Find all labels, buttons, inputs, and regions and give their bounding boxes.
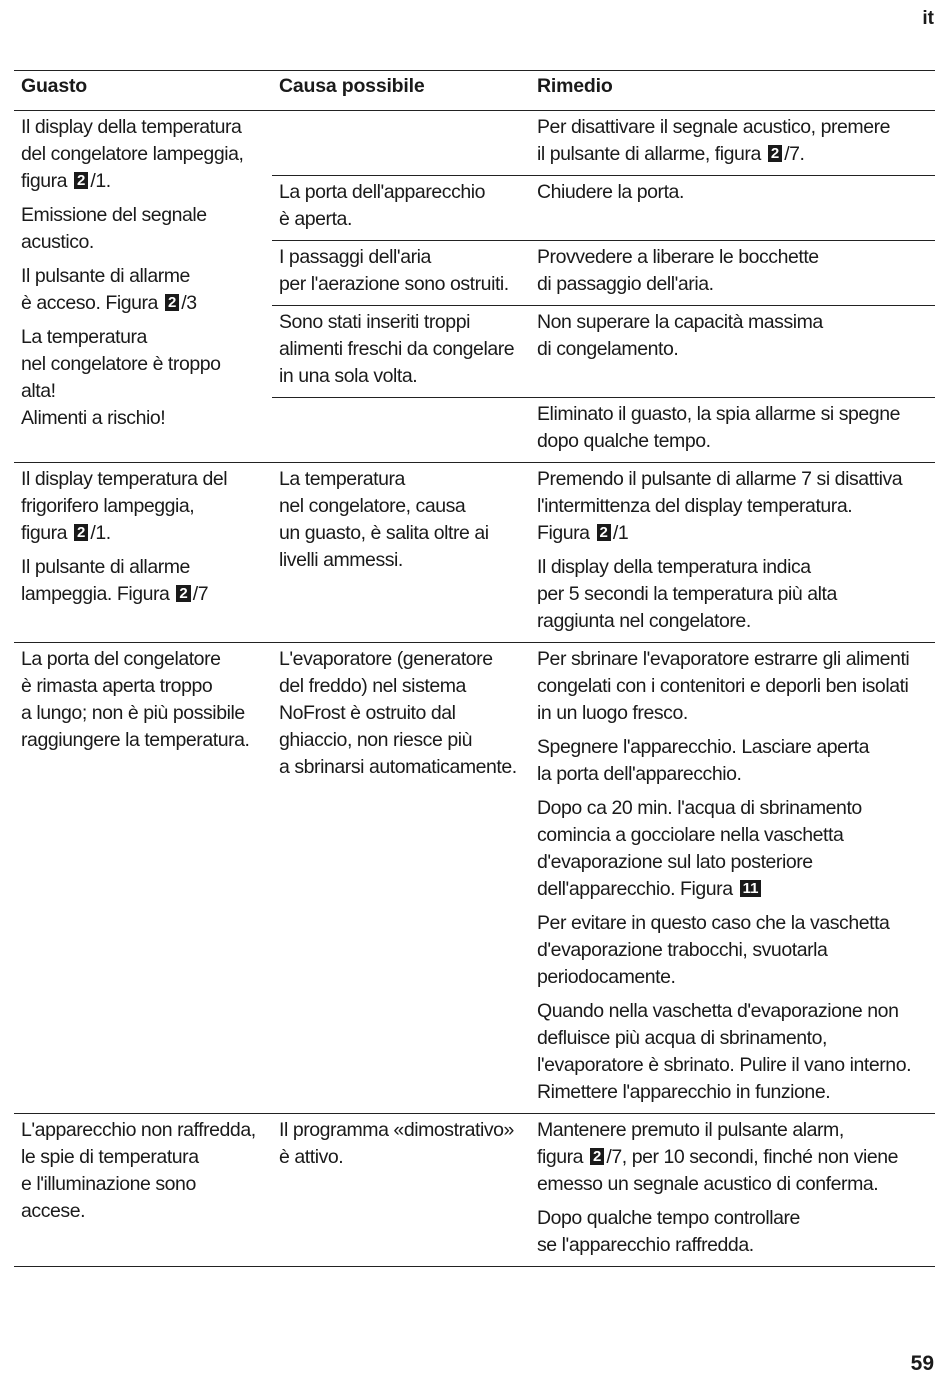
table-row [272, 176, 935, 241]
language-code: it [922, 8, 934, 29]
figure-number-badge: 2 [590, 1148, 604, 1165]
figure-number-badge: 2 [597, 524, 611, 541]
cell-paragraph: Eliminato il guasto, la spia allarme si spegne dopo qualche tempo. [537, 403, 900, 452]
cell-paragraph: Dopo ca 20 min. l'acqua di sbrinamento comincia a gocciolare nella vaschetta d'evaporazione sul lato posteriore dell'apparecchio. Figura 11 [537, 797, 862, 900]
table-row-group [14, 463, 935, 643]
table-row-group [14, 111, 935, 463]
cell-paragraph: Quando nella vaschetta d'evaporazione non defluisce più acqua di sbrinamento, l'evaporatore è sbrinato. Pulire il vano interno. Rimettere l'apparecchio in funzione. [537, 1000, 912, 1103]
cell-paragraph: Emissione del segnale acustico. [21, 204, 207, 253]
cause-cell [272, 643, 530, 1113]
column-header-remedy: Rimedio [537, 75, 613, 97]
cell-paragraph: I passaggi dell'aria per l'aerazione sono ostruiti. [279, 246, 509, 295]
figure-number-badge: 2 [768, 145, 782, 162]
remedy-cell [530, 643, 935, 1113]
table-row-group [14, 643, 935, 1114]
cell-paragraph: Sono stati inseriti troppi alimenti freschi da congelare in una sola volta. [279, 311, 515, 387]
cell-paragraph: Non superare la capacità massima di congelamento. [537, 311, 823, 360]
cell-paragraph: Il display della temperatura del congelatore lampeggia, figura 2 /1. [21, 116, 244, 192]
cause-cell [272, 111, 530, 175]
cause-cell [272, 398, 530, 462]
figure-number-badge: 2 [74, 524, 88, 541]
remedy-cell [530, 463, 935, 642]
cell-paragraph: Il pulsante di allarme è acceso. Figura 2 /3 [21, 265, 197, 314]
cause-cell [272, 306, 530, 397]
cell-paragraph: Il programma «dimostrativo» è attivo. [279, 1119, 514, 1168]
remedy-cell [530, 111, 935, 175]
cause-cell [272, 241, 530, 305]
remedy-cell [530, 306, 935, 397]
cause-cell [272, 463, 530, 642]
table-header [14, 71, 935, 111]
remedy-cell [530, 1114, 935, 1266]
cell-paragraph: Spegnere l'apparecchio. Lasciare aperta la porta dell'apparecchio. [537, 736, 869, 785]
cell-paragraph: Chiudere la porta. [537, 181, 684, 203]
figure-number-badge: 2 [165, 294, 179, 311]
remedy-cell [530, 398, 935, 462]
fault-cell [14, 111, 272, 462]
cell-paragraph: Dopo qualche tempo controllare se l'apparecchio raffredda. [537, 1207, 800, 1256]
cell-paragraph: Mantenere premuto il pulsante alarm, figura 2 /7, per 10 secondi, finché non viene emesso un segnale acustico di conferma. [537, 1119, 899, 1195]
figure-number-badge: 2 [176, 585, 190, 602]
cell-paragraph: Per evitare in questo caso che la vaschetta d'evaporazione trabocchi, svuotarla periodocamente. [537, 912, 890, 988]
fault-cell [14, 643, 272, 1113]
table-row-group [14, 1114, 935, 1267]
table-row [272, 306, 935, 398]
column-header-fault: Guasto [21, 75, 87, 97]
remedy-cell [530, 241, 935, 305]
cell-paragraph: Per disattivare il segnale acustico, premere il pulsante di allarme, figura 2 /7. [537, 116, 891, 165]
cell-paragraph: La temperatura nel congelatore è troppo alta! Alimenti a rischio! [21, 326, 221, 429]
cell-paragraph: Il display della temperatura indica per 5 secondi la temperatura più alta raggiunta nel congelatore. [537, 556, 837, 632]
figure-number-badge: 2 [74, 172, 88, 189]
table-row [272, 111, 935, 176]
cell-paragraph: La porta del congelatore è rimasta aperta troppo a lungo; non è più possibile raggiungere la temperatura. [21, 648, 250, 751]
cause-cell [272, 1114, 530, 1266]
cell-paragraph: Premendo il pulsante di allarme 7 si disattiva l'intermittenza del display temperatura. Figura 2 /1 [537, 468, 903, 544]
cell-paragraph: Il pulsante di allarme lampeggia. Figura 2 /7 [21, 556, 209, 605]
cell-paragraph: L'evaporatore (generatore del freddo) nel sistema NoFrost è ostruito dal ghiaccio, non riesce più a sbrinarsi automaticamente. [279, 648, 517, 778]
table-row [272, 241, 935, 306]
fault-cell [14, 1114, 272, 1266]
fault-cell [14, 463, 272, 642]
cause-cell [272, 176, 530, 240]
figure-number-badge: 11 [740, 880, 762, 897]
cell-paragraph: La temperatura nel congelatore, causa un guasto, è salita oltre ai livelli ammessi. [279, 468, 489, 571]
cell-paragraph: Per sbrinare l'evaporatore estrarre gli alimenti congelati con i contenitori e deporli ben isolati in un luogo fresco. [537, 648, 910, 724]
remedy-cell [530, 176, 935, 240]
page-number: 59 [910, 1352, 934, 1375]
table-row [272, 398, 935, 462]
cell-paragraph: L'apparecchio non raffredda, le spie di temperatura e l'illuminazione sono accese. [21, 1119, 256, 1222]
cell-paragraph: Il display temperatura del frigorifero lampeggia, figura 2 /1. [21, 468, 228, 544]
column-header-cause: Causa possibile [279, 75, 425, 97]
cell-paragraph: Provvedere a liberare le bocchette di passaggio dell'aria. [537, 246, 819, 295]
troubleshooting-table [14, 70, 935, 1267]
cell-paragraph: La porta dell'apparecchio è aperta. [279, 181, 486, 230]
